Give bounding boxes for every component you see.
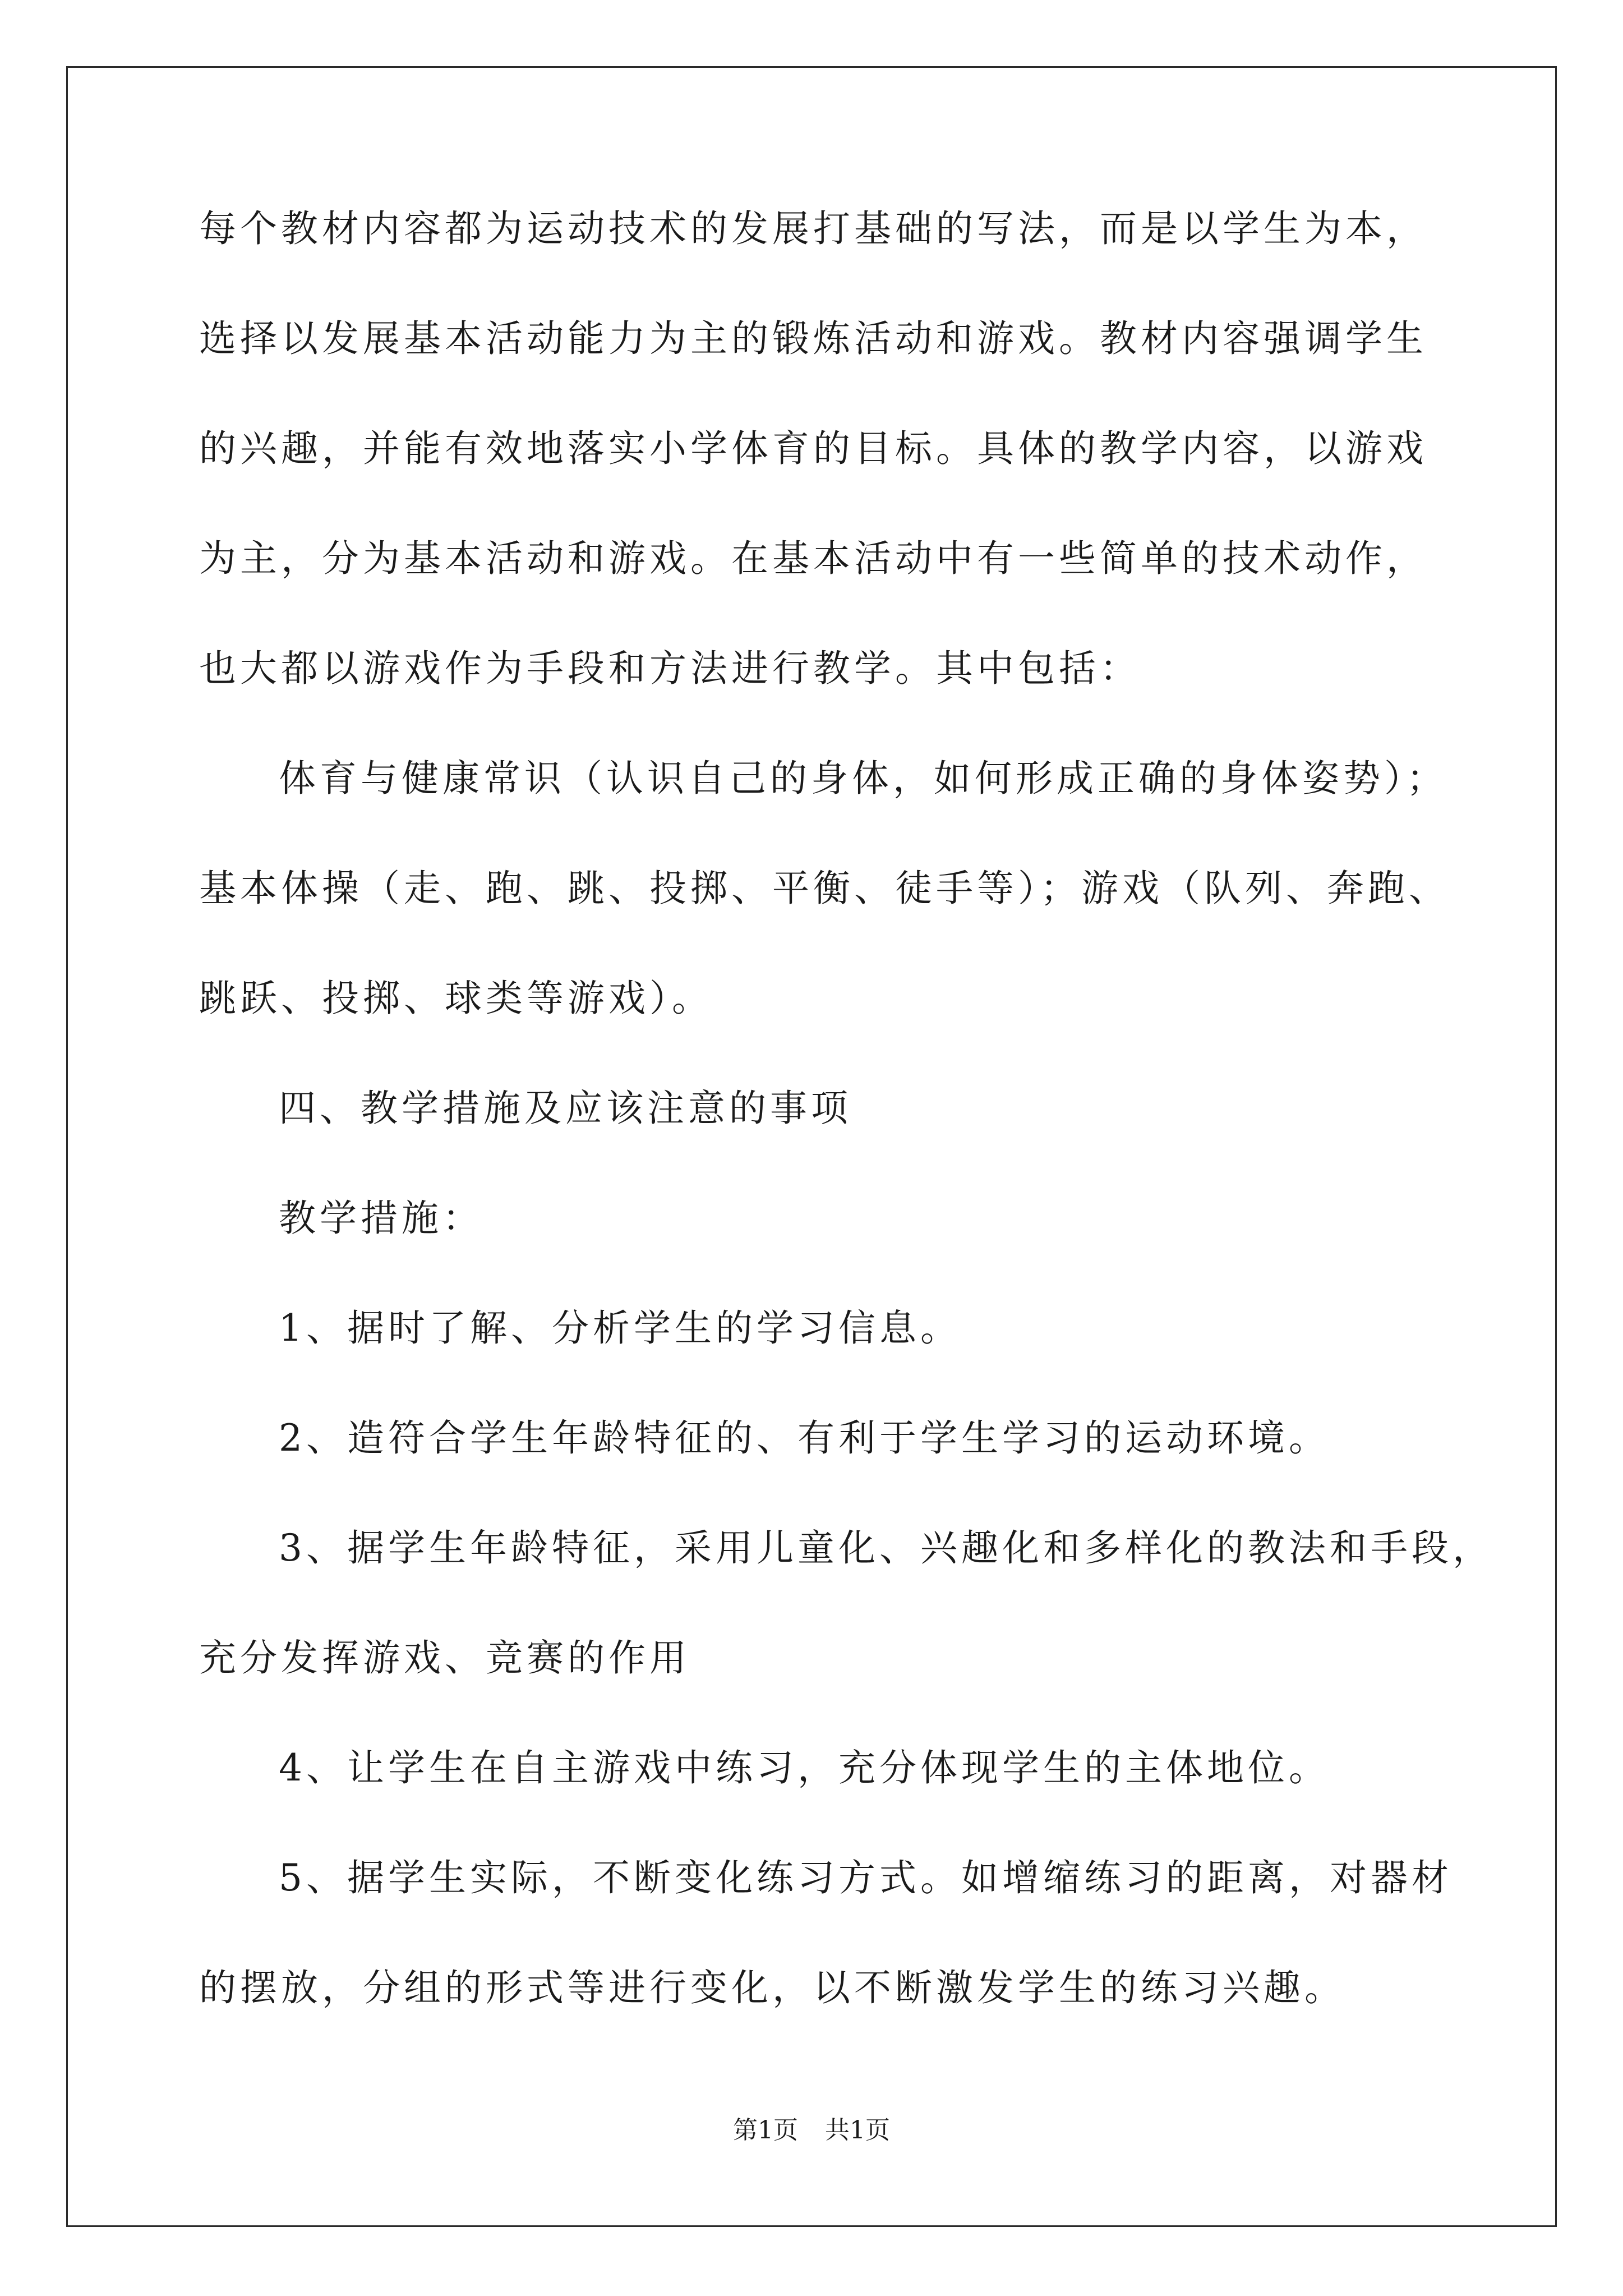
paragraph-1-line-5: 也大都以游戏作为手段和方法进行教学。其中包括： (199, 647, 1141, 690)
paragraph-2-line-3: 跳跃、投掷、球类等游戏）。 (199, 977, 713, 1020)
paragraph-1-line-3: 的兴趣，并能有效地落实小学体育的目标。具体的教学内容，以游戏 (199, 427, 1427, 470)
paragraph-2-line-2: 基本体操（走、跑、跳、投掷、平衡、徒手等）；游戏（队列、奔跑、 (199, 867, 1450, 910)
paragraph-1-line-4: 为主，分为基本活动和游戏。在基本活动中有一些简单的技术动作， (199, 537, 1427, 580)
list-item-5-line-2: 的摆放，分组的形式等进行变化，以不断激发学生的练习兴趣。 (199, 1966, 1345, 2009)
page-total: 共1页 (825, 2116, 890, 2145)
list-item-4: 4、让学生在自主游戏中练习，充分体现学生的主体地位。 (279, 1746, 1330, 1789)
page-number: 第1页 (733, 2116, 798, 2145)
subheading: 教学措施： (279, 1197, 483, 1240)
section-heading: 四、教学措施及应该注意的事项 (279, 1087, 852, 1130)
list-item-2: 2、造符合学生年龄特征的、有利于学生学习的运动环境。 (279, 1416, 1330, 1460)
list-item-1: 1、据时了解、分析学生的学习信息。 (279, 1306, 961, 1350)
list-item-5-line-1: 5、据学生实际，不断变化练习方式。如增缩练习的距离，对器材 (279, 1856, 1453, 1899)
page-border (66, 66, 1557, 2227)
list-item-3-line-1: 3、据学生年龄特征，采用儿童化、兴趣化和多样化的教法和手段， (279, 1526, 1493, 1570)
page-footer (0, 2115, 1623, 2146)
paragraph-1-line-2: 选择以发展基本活动能力为主的锻炼活动和游戏。教材内容强调学生 (199, 317, 1427, 360)
paragraph-1-line-1: 每个教材内容都为运动技术的发展打基础的写法，而是以学生为本， (199, 207, 1427, 250)
paragraph-2-line-1: 体育与健康常识（认识自己的身体，如何形成正确的身体姿势）； (279, 757, 1447, 800)
list-item-3-line-2: 充分发挥游戏、竞赛的作用 (199, 1636, 690, 1680)
